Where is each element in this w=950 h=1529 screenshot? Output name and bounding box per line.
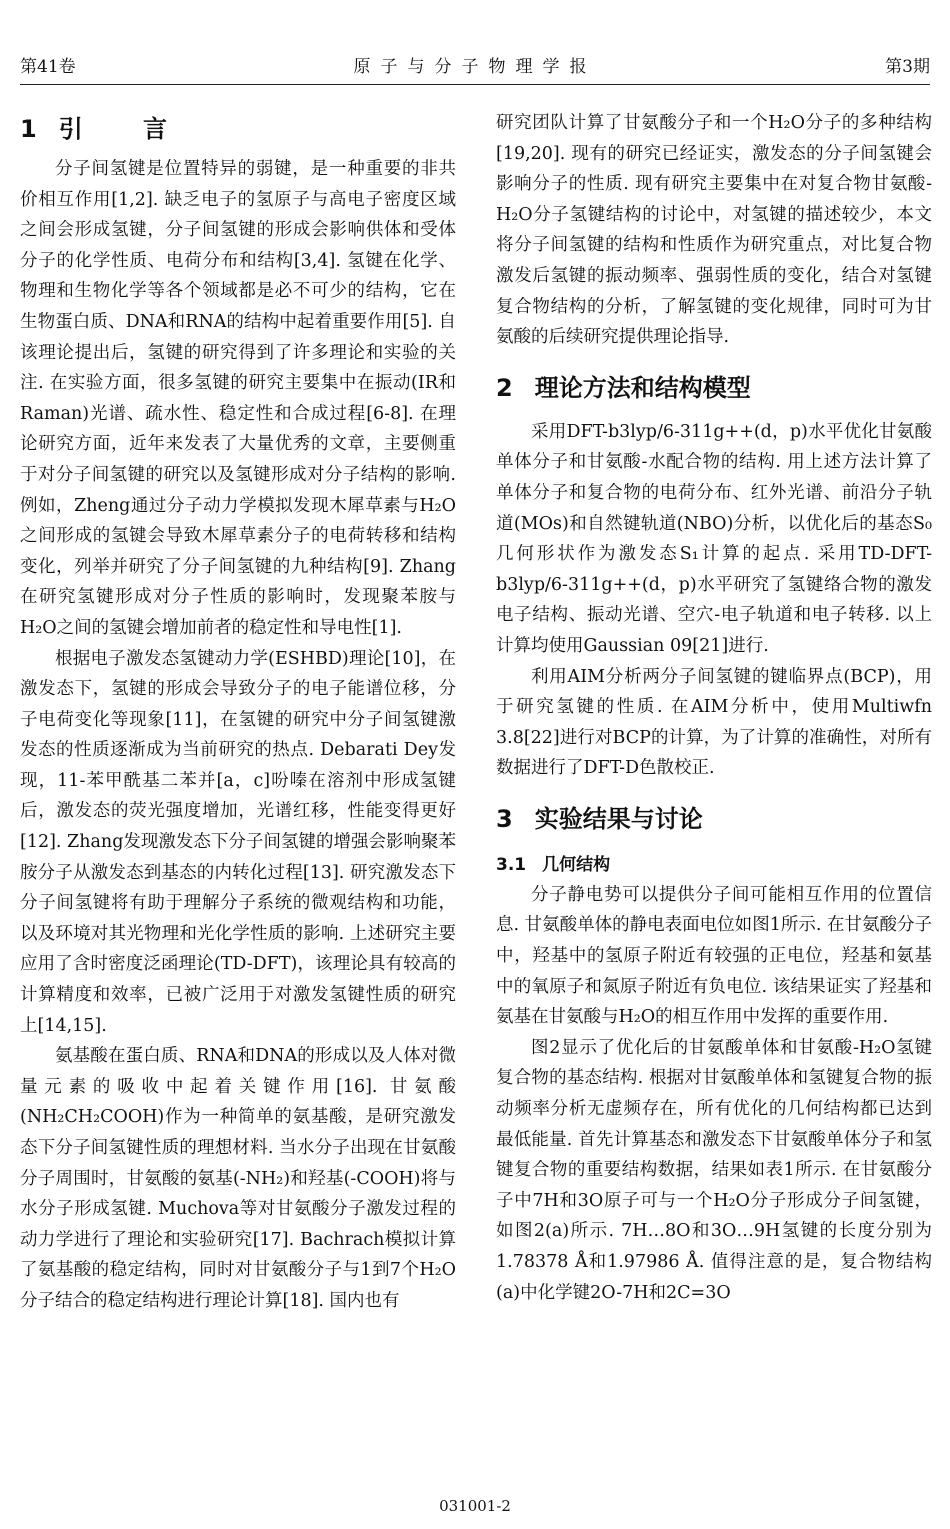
- paragraph: 采用DFT-b3lyp/6-311g++(d，p)水平优化甘氨酸单体分子和甘氨酸-水配合物的结构. 用上述方法计算了单体分子和复合物的电荷分布、红外光谱、前沿分子轨道(MOs)和自然键轨道(NBO)分析，以优化后的基态S₀几何形状作为激发态S₁计算的起点. 采用TD-DFT-b3lyp/6-311g++(d，p)水平研究了氢键络合物的激发电子结构、振动光谱、空穴-电子轨道和电子转移. 以上计算均使用Gaussian 09[21]进行.: [496, 421, 932, 656]
- section-title: 实验结果与讨论: [534, 804, 703, 833]
- subsection-number: 3.1: [496, 854, 527, 875]
- subsection-title: 几何结构: [542, 854, 611, 875]
- right-column: [496, 108, 932, 1308]
- paragraph: 研究团队计算了甘氨酸分子和一个H₂O分子的多种结构[19,20]. 现有的研究已经证实，激发态的分子间氢键会影响分子的性质. 现有研究主要集中在对复合物甘氨酸-H₂O分子氢键结构的讨论中，对氢键的描述较少，本文将分子间氢键的结构和性质作为研究重点，对比复合物激发后氢键的振动频率、强弱性质的变化，结合对氢键复合物结构的分析，了解氢键的变化规律，同时可为甘氨酸的后续研究提供理论指导.: [496, 113, 932, 348]
- subsection-heading-geometry: [496, 850, 932, 880]
- page-number: 031001-2: [439, 1497, 511, 1515]
- section-heading-introduction: [20, 108, 456, 154]
- section-number: 2: [496, 373, 513, 402]
- section-number: 1: [20, 115, 37, 143]
- section-title: 引 言: [58, 115, 194, 143]
- paragraph: 氨基酸在蛋白质、RNA和DNA的形成以及人体对微量元素的吸收中起着关键作用[16]. 甘氨酸(NH₂CH₂COOH)作为一种简单的氨基酸，是研究激发态下分子间氢键性质的理想材料. 当水分子出现在甘氨酸分子周围时，甘氨酸的氨基(-NH₂)和羟基(-COOH)将与水分子形成氢键. Muchova等对甘氨酸分子激发过程的动力学进行了理论和实验研究[17]. Bachrach模拟计算了氨基酸的稳定结构，同时对甘氨酸分子与1到7个H₂O分子结合的稳定结构进行理论计算[18]. 国内也有: [20, 1046, 456, 1311]
- paragraph: 分子静电势可以提供分子间可能相互作用的位置信息. 甘氨酸单体的静电表面电位如图1所示. 在甘氨酸分子中，羟基中的氢原子附近有较强的正电位，羟基和氨基中的氧原子和氮原子附近有负电位. 该结果证实了羟基和氨基在甘氨酸与H₂O的相互作用中发挥的重要作用.: [496, 884, 932, 1028]
- paragraph: 根据电子激发态氢键动力学(ESHBD)理论[10]，在激发态下，氢键的形成会导致分子的电子能谱位移，分子电荷变化等现象[11]，在氢键的研究中分子间氢键激发态的性质逐渐成为当前研究的热点. Debarati Dey发现，11-苯甲酰基二苯并[a，c]吩嗪在溶剂中形成氢键后，激发态的荧光强度增加，光谱红移，性能变得更好[12]. Zhang发现激发态下分子间氢键的增强会影响聚苯胺分子从激发态到基态的内转化过程[13]. 研究激发态下分子间氢键将有助于理解分子系统的微观结构和功能，以及环境对其光物理和光化学性质的影响. 上述研究主要应用了含时密度泛函理论(TD-DFT)，该理论具有较高的计算精度和效率，已被广泛用于对激发氢键性质的研究上[14,15].: [20, 648, 456, 1036]
- left-column: [20, 108, 456, 1317]
- section-heading-methods: [496, 353, 932, 417]
- section-number: 3: [496, 804, 513, 833]
- volume-label: 第41卷: [20, 57, 76, 77]
- running-header: [20, 52, 930, 80]
- section-title: 理论方法和结构模型: [534, 373, 751, 402]
- section-heading-results: [496, 784, 932, 850]
- paragraph: 利用AIM分析两分子间氢键的键临界点(BCP)，用于研究氢键的性质. 在AIM分析中，使用Multiwfn 3.8[22]进行对BCP的计算，为了计算的准确性，对所有数据进行了DFT-D色散校正.: [496, 666, 932, 779]
- paragraph: 图2显示了优化后的甘氨酸单体和甘氨酸-H₂O氢键复合物的基态结构. 根据对甘氨酸单体和氢键复合物的振动频率分析无虚频存在，所有优化的几何结构都已达到最低能量. 首先计算基态和激发态下甘氨酸单体分子和氢键复合物的重要结构数据，结果如表1所示. 在甘氨酸分子中7H和3O原子可与一个H₂O分子形成分子间氢键，如图2(a)所示. 7H…8O和3O…9H氢键的长度分别为1.78378 Å和1.97986 Å. 值得注意的是，复合物结构(a)中化学键2O-7H和2C=3O: [496, 1037, 932, 1303]
- issue-label: 第3期: [885, 57, 930, 77]
- journal-title: 原子与分子物理学报: [353, 57, 597, 77]
- paragraph: 分子间氢键是位置特异的弱键，是一种重要的非共价相互作用[1,2]. 缺乏电子的氢原子与高电子密度区域之间会形成氢键，分子间氢键的形成会影响供体和受体分子的化学性质、电荷分布和结构[3,4]. 氢键在化学、物理和生物化学等各个领域都是必不可少的结构，它在生物蛋白质、DNA和RNA的结构中起着重要作用[5]. 自该理论提出后，氢键的研究得到了许多理论和实验的关注. 在实验方面，很多氢键的研究主要集中在振动(IR和Raman)光谱、疏水性、稳定性和合成过程[6-8]. 在理论研究方面，近年来发表了大量优秀的文章，主要侧重于对分子间氢键的研究以及氢键形成对分子结构的影响. 例如，Zheng通过分子动力学模拟发现木犀草素与H₂O之间形成的氢键会导致木犀草素分子的电荷转移和结构变化，列举并研究了分子间氢键的九种结构[9]. Zhang在研究氢键形成对分子性质的影响时，发现聚苯胺与H₂O之间的氢键会增加前者的稳定性和导电性[1].: [20, 159, 456, 638]
- header-rule: [20, 84, 930, 85]
